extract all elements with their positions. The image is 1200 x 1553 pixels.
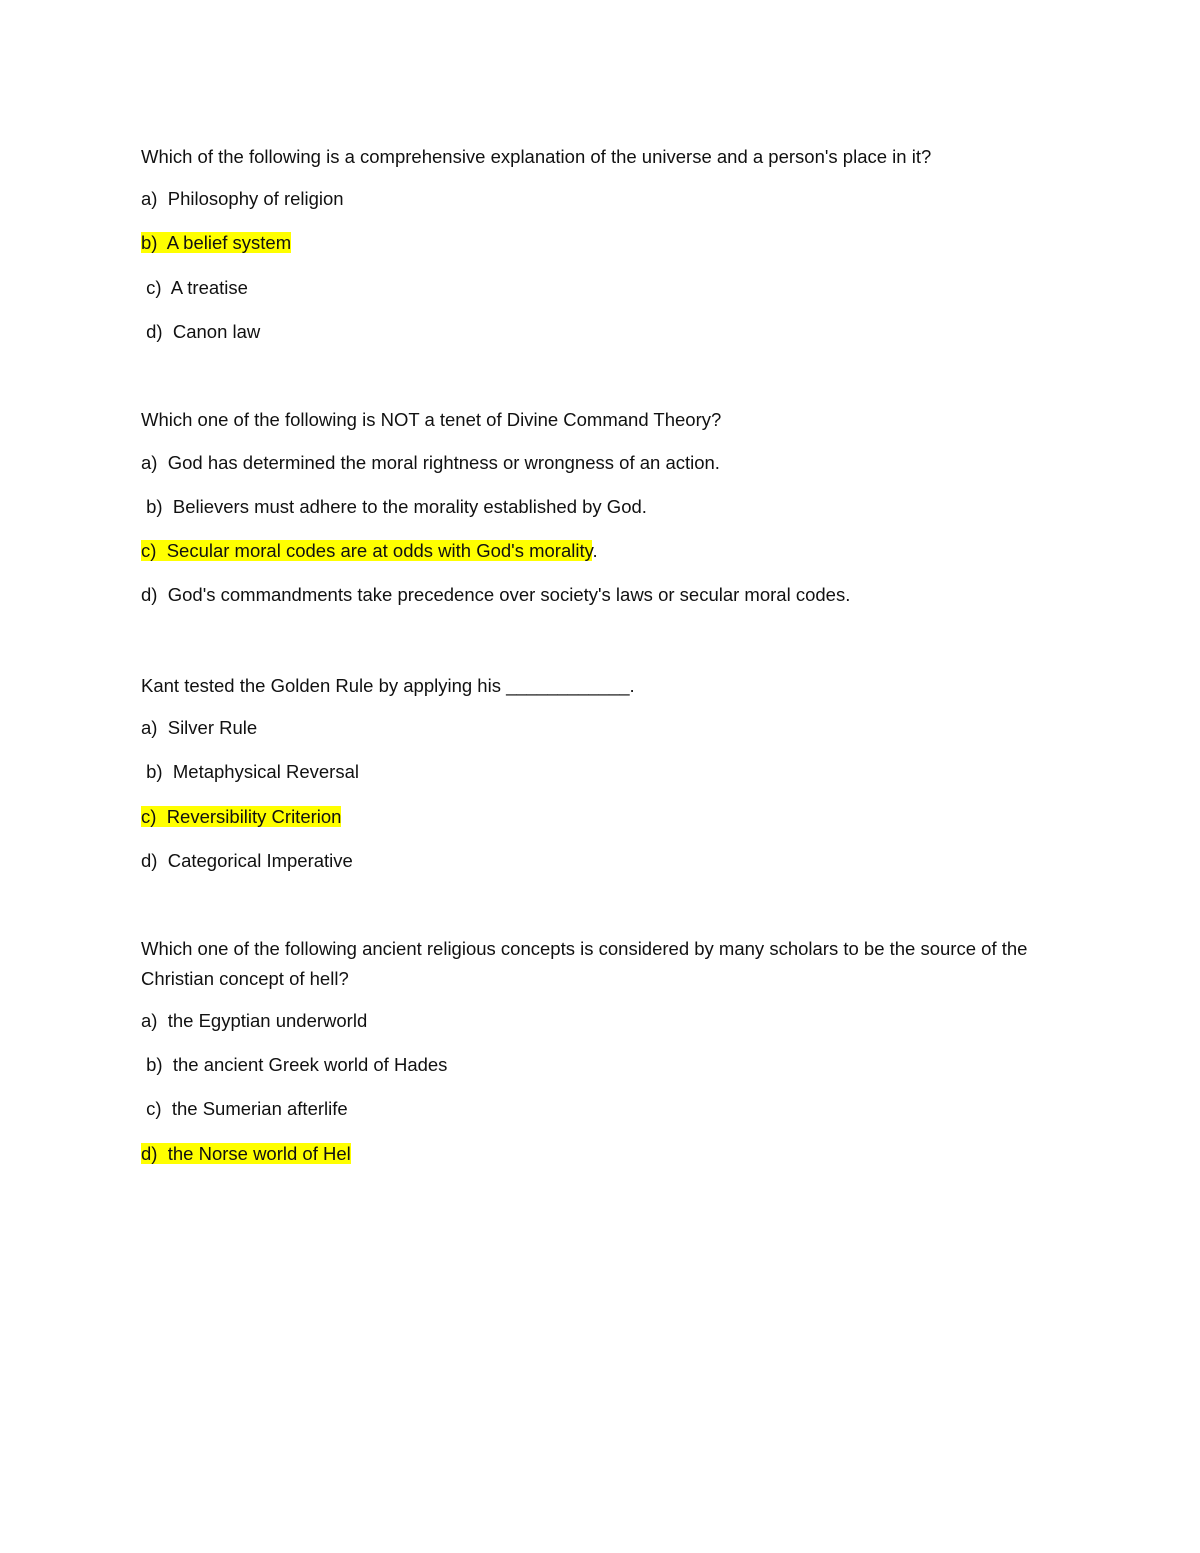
option-label: d) Categorical Imperative (141, 850, 353, 871)
option-label: c) the Sumerian afterlife (141, 1098, 348, 1119)
option-label: a) Philosophy of religion (141, 188, 344, 209)
highlighted-answer: c) Secular moral codes are at odds with God's morality (141, 540, 593, 561)
question-text: Which one of the following ancient religious concepts is considered by many scholars to be the source of the Christian concept of hell? (141, 938, 1028, 989)
option-a (141, 1008, 1071, 1034)
option-label: a) the Egyptian underworld (141, 1010, 368, 1031)
option-d (141, 582, 1071, 608)
option-d-answer (141, 1141, 1071, 1167)
option-a (141, 450, 1071, 476)
question-block-2 (141, 405, 1071, 608)
question-text: Which one of the following is NOT a tenet of Divine Command Theory? (141, 409, 722, 430)
option-c (141, 275, 1071, 301)
question-block-3 (141, 671, 1071, 874)
question-text: Kant tested the Golden Rule by applying his ____________. (141, 675, 635, 696)
option-label: d) Canon law (141, 321, 261, 342)
question-block-1 (141, 142, 1071, 345)
option-c (141, 1096, 1071, 1122)
question-text: Which of the following is a comprehensive explanation of the universe and a person's place in it? (141, 146, 932, 167)
option-d (141, 848, 1071, 874)
option-label: c) A treatise (141, 277, 248, 298)
option-suffix: . (592, 540, 598, 561)
option-label: b) the ancient Greek world of Hades (141, 1054, 448, 1075)
highlighted-answer: c) Reversibility Criterion (141, 806, 342, 827)
option-label: b) Believers must adhere to the morality established by God. (141, 496, 647, 517)
option-label: d) God's commandments take precedence over society's laws or secular moral codes. (141, 584, 851, 605)
option-b (141, 759, 1071, 785)
option-a (141, 715, 1071, 741)
option-b (141, 494, 1071, 520)
option-a (141, 186, 1071, 212)
option-b-answer (141, 230, 1071, 256)
option-c-answer (141, 804, 1071, 830)
option-label: a) Silver Rule (141, 717, 258, 738)
option-b (141, 1052, 1071, 1078)
option-c-answer (141, 538, 1071, 564)
option-d (141, 319, 1071, 345)
highlighted-answer: d) the Norse world of Hel (141, 1143, 351, 1164)
question-block-4 (141, 934, 1071, 1167)
option-label: a) God has determined the moral rightness or wrongness of an action. (141, 452, 720, 473)
option-label: b) Metaphysical Reversal (141, 761, 359, 782)
highlighted-answer: b) A belief system (141, 232, 292, 253)
